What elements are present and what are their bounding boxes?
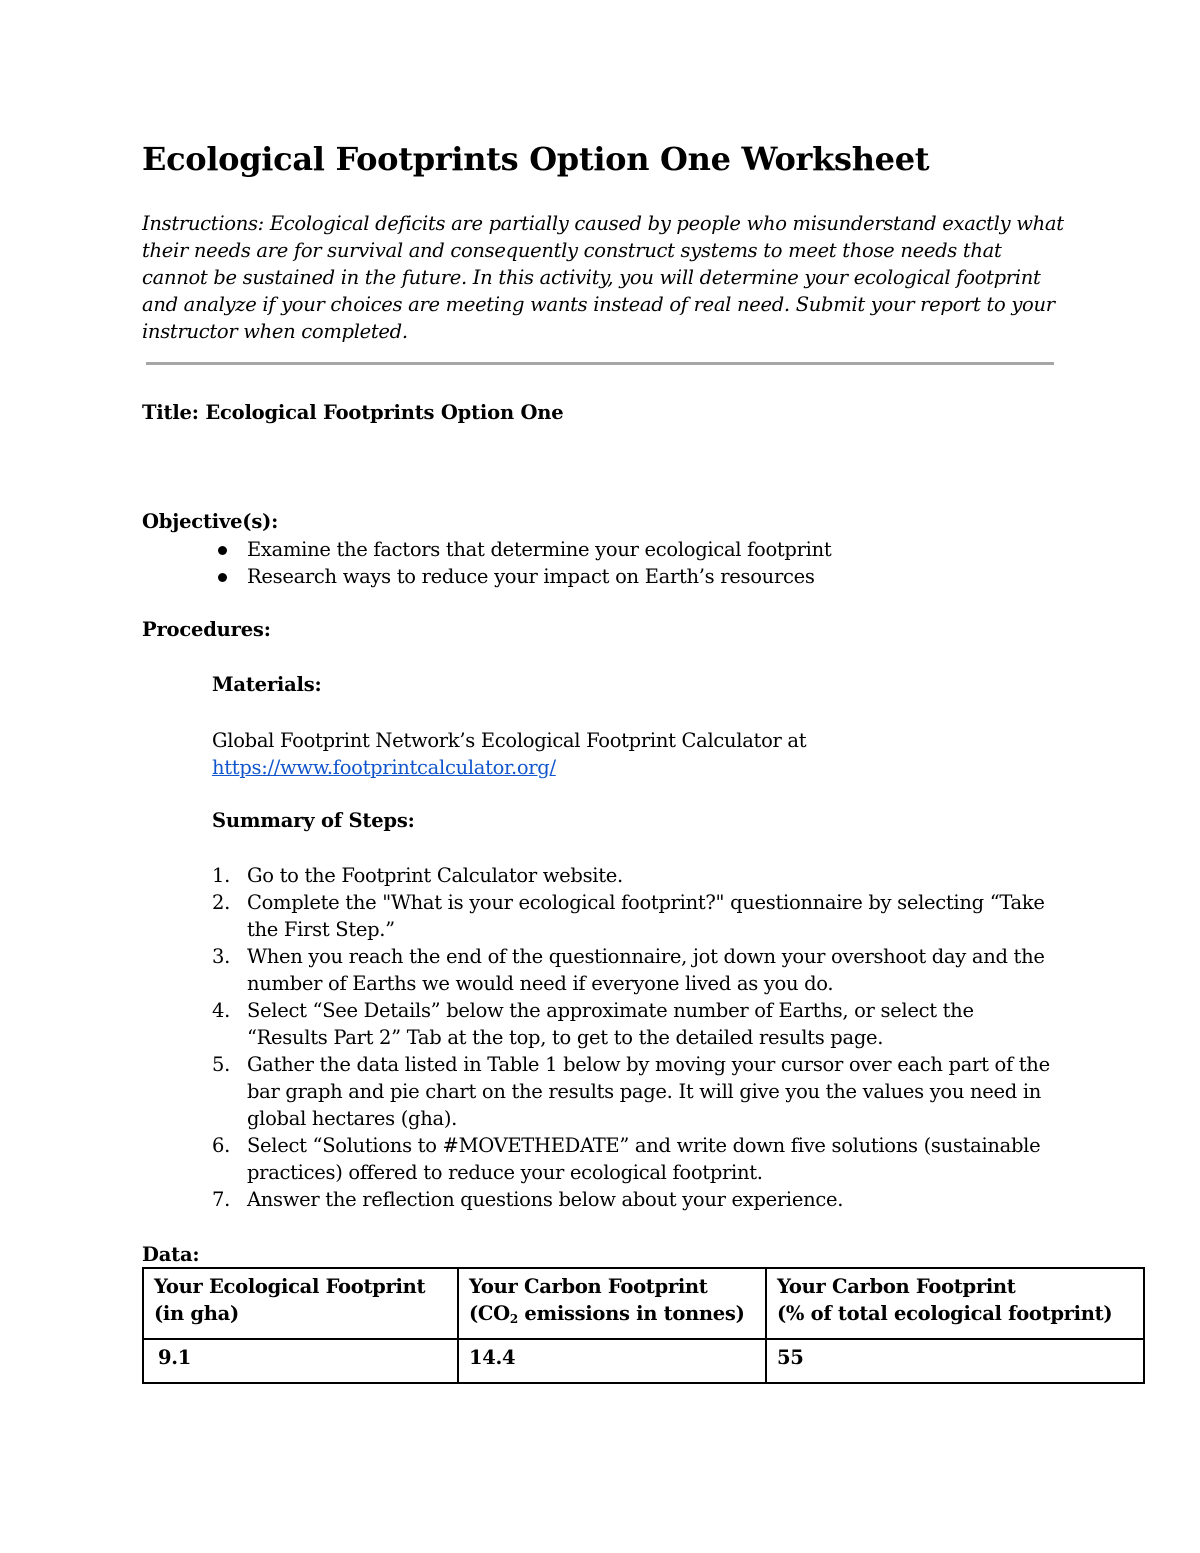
header-line: (% of total ecological footprint) xyxy=(777,1302,1113,1325)
step-number: 5. xyxy=(212,1053,231,1076)
header-line: (in gha) xyxy=(154,1302,239,1325)
table-row xyxy=(143,1339,1144,1383)
bullet-icon xyxy=(218,573,227,582)
list-item xyxy=(212,1186,1052,1213)
step-text: Answer the reflection questions below about your experience. xyxy=(247,1188,844,1211)
step-text: Complete the "What is your ecological footprint?" questionnaire by selecting “Take the First Step.” xyxy=(247,891,1045,941)
report-title-line: Title: Ecological Footprints Option One xyxy=(142,401,564,424)
procedures-heading: Procedures: xyxy=(142,618,271,641)
header-line: Your Carbon Footprint xyxy=(777,1275,1016,1298)
subscript: 2 xyxy=(509,1312,518,1326)
carbon-percent-value[interactable]: 55 xyxy=(766,1339,1144,1383)
materials-description: Global Footprint Network’s Ecological Footprint Calculator at xyxy=(212,729,807,752)
step-text: Gather the data listed in Table 1 below by moving your cursor over each part of the bar graph and pie chart on the results page. It will give you the values you need in global hectares (gha). xyxy=(247,1053,1050,1130)
document-title: Ecological Footprints Option One Worksheet xyxy=(142,140,930,178)
ecological-footprint-value[interactable]: 9.1 xyxy=(143,1339,458,1383)
list-item xyxy=(212,1132,1052,1186)
step-text: When you reach the end of the questionnaire, jot down your overshoot day and the number of Earths we would need if everyone lived as you do. xyxy=(247,945,1045,995)
list-item xyxy=(212,1051,1052,1132)
step-text: Go to the Footprint Calculator website. xyxy=(247,864,623,887)
step-number: 1. xyxy=(212,864,231,887)
horizontal-divider xyxy=(146,362,1054,365)
header-line xyxy=(469,1300,755,1327)
bullet-icon xyxy=(218,546,227,555)
steps-list xyxy=(212,862,1052,1213)
header-line: Your Ecological Footprint xyxy=(154,1275,426,1298)
data-table xyxy=(142,1267,1145,1384)
data-heading: Data: xyxy=(142,1243,200,1266)
step-number: 3. xyxy=(212,945,231,968)
step-number: 4. xyxy=(212,999,231,1022)
list-item xyxy=(212,997,1052,1051)
table-header-cell xyxy=(458,1268,766,1339)
table-header-cell xyxy=(143,1268,458,1339)
list-item xyxy=(212,536,831,563)
materials-text-block xyxy=(212,727,1052,781)
step-text: Select “Solutions to #MOVETHEDATE” and write down five solutions (sustainable practices) offered to reduce your ecological footprint. xyxy=(247,1134,1041,1184)
header-line: Your Carbon Footprint xyxy=(469,1275,708,1298)
list-item xyxy=(212,862,1052,889)
list-item xyxy=(212,889,1052,943)
instructions-paragraph: Instructions: Ecological deficits are partially caused by people who misunderstand exactly what their needs are for survival and consequently construct systems to meet those needs that cannot be sustained in the future. In this activity, you will determine your ecological footprint and analyze if your choices are meeting wants instead of real need. Submit your report to your instructor when completed. xyxy=(142,212,1064,343)
header-part: emissions in tonnes) xyxy=(517,1302,745,1325)
footprint-calculator-link[interactable]: https://www.footprintcalculator.org/ xyxy=(212,756,556,779)
materials-heading: Materials: xyxy=(212,673,322,696)
step-text: Select “See Details” below the approximate number of Earths, or select the “Results Part 2” Tab at the top, to get to the detailed results page. xyxy=(247,999,974,1049)
objective-text: Research ways to reduce your impact on Earth’s resources xyxy=(247,565,815,588)
objectives-list xyxy=(212,536,831,590)
carbon-emissions-value[interactable]: 14.4 xyxy=(458,1339,766,1383)
header-part: (CO xyxy=(469,1302,510,1325)
step-number: 6. xyxy=(212,1134,231,1157)
summary-heading: Summary of Steps: xyxy=(212,809,415,832)
table-header-cell xyxy=(766,1268,1144,1339)
objective-text: Examine the factors that determine your ecological footprint xyxy=(247,538,832,561)
step-number: 7. xyxy=(212,1188,231,1211)
list-item xyxy=(212,943,1052,997)
objectives-heading: Objective(s): xyxy=(142,510,279,533)
step-number: 2. xyxy=(212,891,231,914)
table-header-row xyxy=(143,1268,1144,1339)
list-item xyxy=(212,563,831,590)
